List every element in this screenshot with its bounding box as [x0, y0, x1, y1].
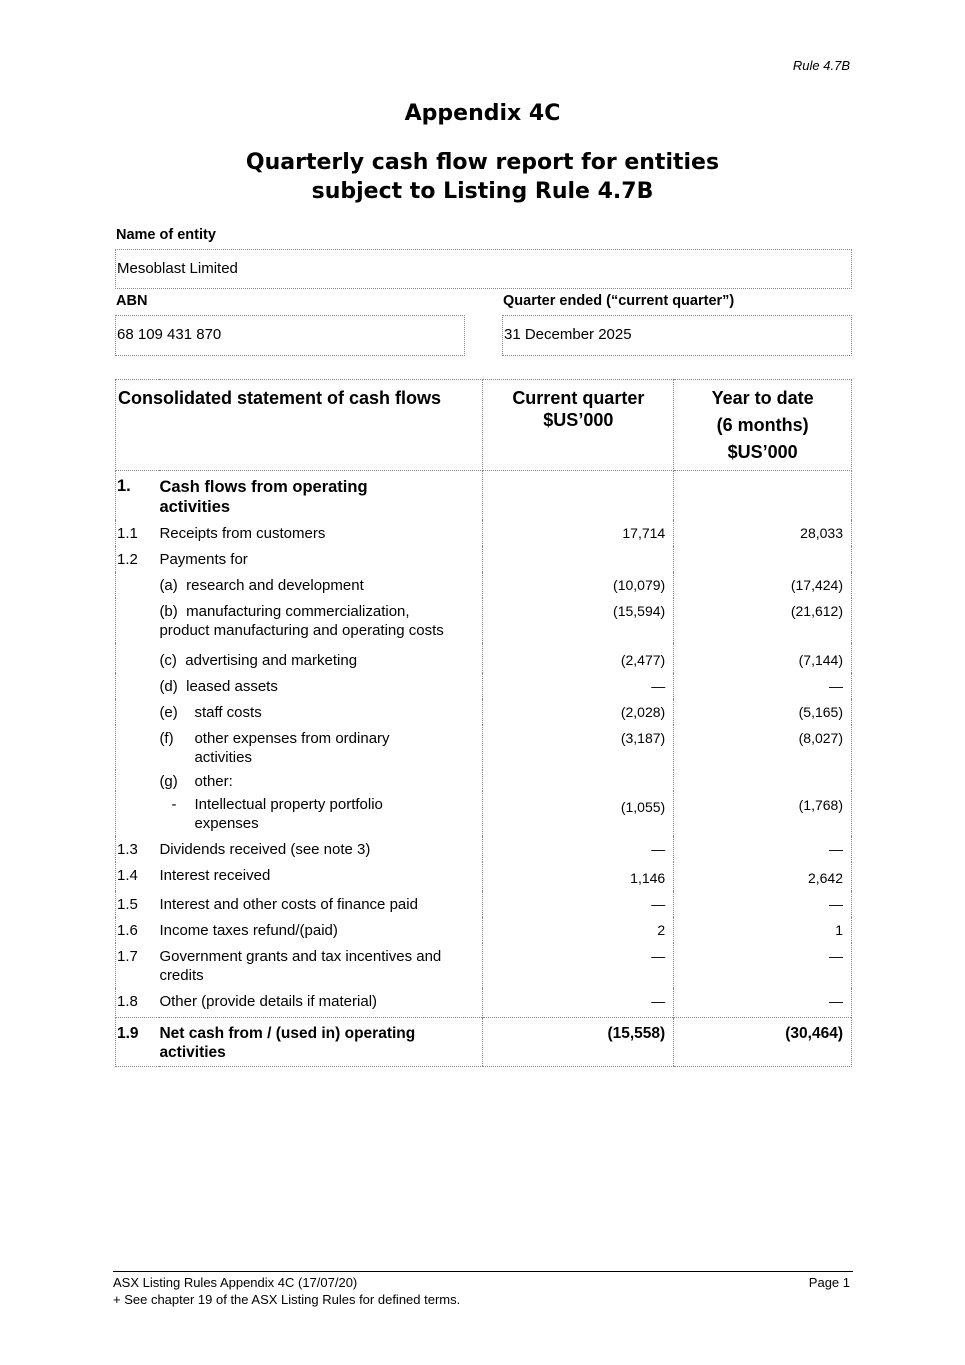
- section-label-line2: activities: [159, 498, 231, 516]
- header-year-to-date: [674, 380, 852, 471]
- page-subtitle: [0, 148, 965, 206]
- row-letter: (f): [159, 730, 174, 747]
- abn-value: 68 109 431 870: [117, 326, 222, 343]
- row-number: 1.9: [116, 1018, 160, 1067]
- footer-line-1: ASX Listing Rules Appendix 4C (17/07/20): [113, 1275, 358, 1290]
- row-letter: (c): [159, 652, 177, 669]
- row-letter: (b): [159, 603, 178, 620]
- header-current-quarter-line1: Current quarter: [512, 388, 645, 408]
- year-to-date-value: —: [674, 943, 852, 988]
- page-title: Appendix 4C: [404, 101, 561, 126]
- year-to-date-value: —: [674, 836, 852, 862]
- table-row: [116, 862, 852, 891]
- header-ytd-line1: Year to date: [711, 388, 814, 408]
- row-label-line2: product manufacturing and operating costs: [159, 622, 444, 639]
- entity-value: Mesoblast Limited: [117, 260, 238, 277]
- row-label: [159, 572, 483, 598]
- year-to-date-value: 2,642: [674, 862, 852, 891]
- row-label: [159, 943, 483, 988]
- subtitle-line-1: Quarterly cash flow report for entities: [245, 150, 720, 175]
- row-label: [159, 673, 483, 699]
- year-to-date-value: (8,027): [674, 725, 852, 770]
- row-label-line1: Net cash from / (used in) operating: [159, 1025, 416, 1042]
- row-letter: (a): [159, 577, 178, 594]
- row-label: [159, 643, 483, 673]
- section-number: 1.: [116, 471, 160, 521]
- row-label-text: advertising and marketing: [185, 652, 358, 669]
- current-quarter-value: 1,146: [483, 862, 674, 891]
- current-quarter-value: —: [483, 891, 674, 917]
- section-label: [159, 471, 483, 521]
- header-ytd-line2: (6 months): [716, 415, 809, 435]
- header-current-quarter-line2: $US’000: [543, 410, 614, 430]
- row-label-line2: expenses: [194, 815, 259, 832]
- abn-field: [115, 315, 465, 356]
- table-row: [116, 725, 852, 770]
- row-number: 1.6: [116, 917, 160, 943]
- abn-label: ABN: [116, 293, 148, 309]
- current-quarter-value: (15,558): [483, 1018, 674, 1067]
- row-letter: (g): [159, 773, 178, 790]
- section-row: [116, 471, 852, 521]
- row-letter: (e): [159, 704, 178, 721]
- table-row: [116, 520, 852, 546]
- table-row: [116, 770, 852, 791]
- footer-divider: [113, 1271, 853, 1272]
- quarter-field: [502, 315, 852, 356]
- row-number: 1.7: [116, 943, 160, 988]
- year-to-date-value: 28,033: [674, 520, 852, 546]
- cash-flow-table: [115, 379, 852, 1067]
- current-quarter-value: (15,594): [483, 598, 674, 643]
- row-label-text: research and development: [186, 577, 364, 594]
- row-number: 1.5: [116, 891, 160, 917]
- year-to-date-value: (30,464): [674, 1018, 852, 1067]
- table-row: [116, 988, 852, 1018]
- row-label-line1: other expenses from ordinary: [194, 730, 390, 747]
- row-number: 1.1: [116, 520, 160, 546]
- rule-reference: Rule 4.7B: [792, 58, 850, 73]
- entity-field: [115, 249, 852, 289]
- row-label-line2: credits: [159, 967, 204, 984]
- row-label-text: staff costs: [194, 704, 262, 721]
- current-quarter-value: (3,187): [483, 725, 674, 770]
- row-label: [159, 791, 483, 836]
- year-to-date-value: 1: [674, 917, 852, 943]
- row-number: 1.2: [116, 546, 160, 572]
- row-label: [159, 598, 483, 643]
- current-quarter-value: (2,028): [483, 699, 674, 725]
- row-number: 1.4: [116, 862, 160, 891]
- table-row: [116, 891, 852, 917]
- table-row: [116, 673, 852, 699]
- table-row: [116, 598, 852, 643]
- section-label-line1: Cash flows from operating: [159, 478, 368, 496]
- current-quarter-value: (1,055): [483, 791, 674, 836]
- quarter-value: 31 December 2025: [504, 326, 632, 343]
- year-to-date-value: —: [674, 891, 852, 917]
- table-row: [116, 643, 852, 673]
- header-ytd-line3: $US’000: [727, 442, 798, 462]
- table-row: [116, 836, 852, 862]
- current-quarter-value: 2: [483, 917, 674, 943]
- row-label: [159, 699, 483, 725]
- year-to-date-value: (17,424): [674, 572, 852, 598]
- page-number: Page 1: [808, 1275, 850, 1290]
- row-label: [159, 770, 483, 791]
- row-letter: (d): [159, 678, 178, 695]
- row-label: [159, 1018, 483, 1067]
- table-row: [116, 546, 852, 572]
- table-row: [116, 699, 852, 725]
- year-to-date-value: (21,612): [674, 598, 852, 643]
- year-to-date-value: (1,768): [674, 791, 852, 836]
- table-row: [116, 791, 852, 836]
- quarter-label: Quarter ended (“current quarter”): [503, 293, 735, 309]
- table-row: [116, 917, 852, 943]
- row-label-line2: activities: [194, 749, 252, 766]
- row-label-line2: activities: [159, 1044, 226, 1061]
- row-label: Receipts from customers: [159, 525, 326, 542]
- entity-label: Name of entity: [116, 227, 216, 243]
- year-to-date-value: (5,165): [674, 699, 852, 725]
- header-description: Consolidated statement of cash flows: [116, 380, 483, 471]
- row-label: [159, 725, 483, 770]
- current-quarter-value: 17,714: [483, 520, 674, 546]
- current-quarter-value: (10,079): [483, 572, 674, 598]
- row-label-text: leased assets: [186, 678, 278, 695]
- row-dash: -: [171, 796, 177, 813]
- row-number: 1.3: [116, 836, 160, 862]
- row-number: 1.8: [116, 988, 160, 1018]
- row-label: Other (provide details if material): [159, 993, 378, 1010]
- year-to-date-value: —: [674, 673, 852, 699]
- current-quarter-value: —: [483, 988, 674, 1018]
- current-quarter-value: —: [483, 943, 674, 988]
- current-quarter-value: (2,477): [483, 643, 674, 673]
- row-label: Payments for: [159, 551, 248, 568]
- year-to-date-value: —: [674, 988, 852, 1018]
- year-to-date-value: (7,144): [674, 643, 852, 673]
- row-label-line1: Government grants and tax incentives and: [159, 948, 442, 965]
- table-row: [116, 943, 852, 988]
- total-row: [116, 1018, 852, 1067]
- row-label-text: other:: [194, 773, 233, 790]
- row-label-line1: manufacturing commercialization,: [186, 603, 410, 620]
- row-label: Dividends received (see note 3): [159, 841, 371, 858]
- subtitle-line-2: subject to Listing Rule 4.7B: [311, 179, 654, 204]
- current-quarter-value: —: [483, 673, 674, 699]
- row-label-line1: Intellectual property portfolio: [194, 796, 383, 813]
- current-quarter-value: —: [483, 836, 674, 862]
- header-current-quarter: [483, 380, 674, 471]
- table-row: [116, 572, 852, 598]
- row-label: Interest and other costs of finance paid: [159, 896, 418, 913]
- row-label: Income taxes refund/(paid): [159, 922, 338, 939]
- footer-line-2: + See chapter 19 of the ASX Listing Rules for defined terms.: [113, 1292, 461, 1307]
- row-label: Interest received: [159, 867, 271, 884]
